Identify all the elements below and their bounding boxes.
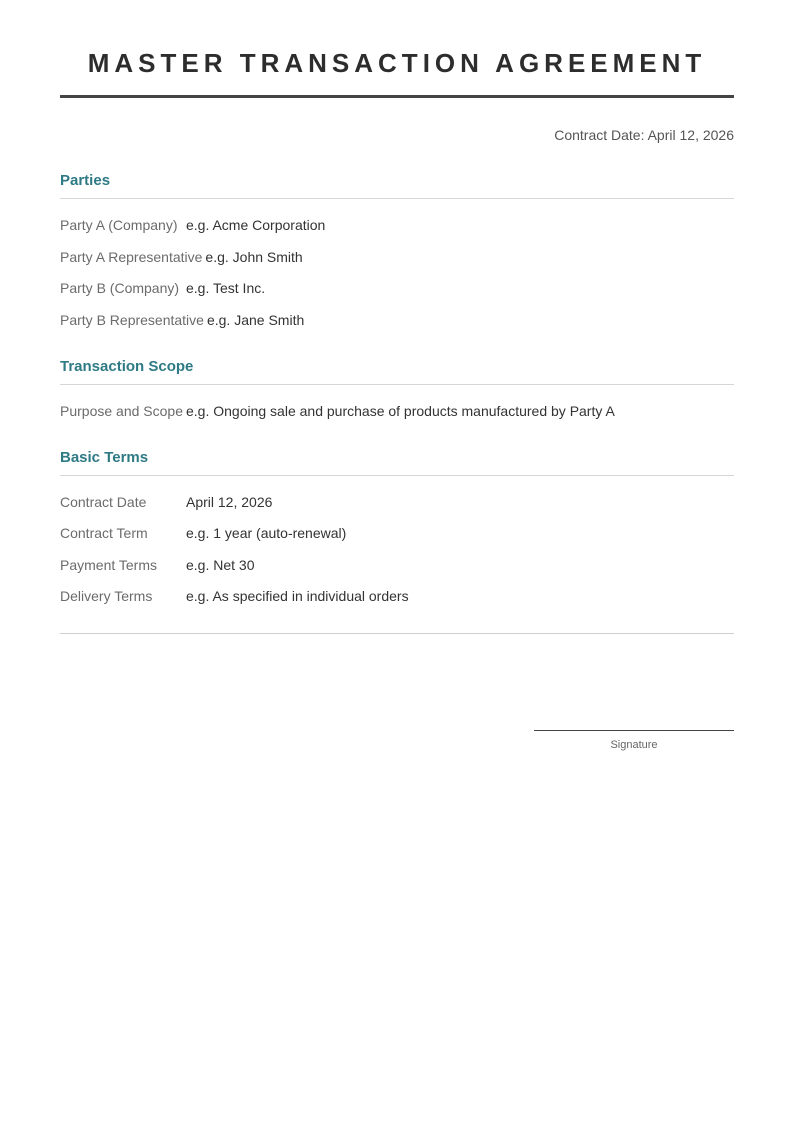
field-label: Contract Date <box>60 493 147 510</box>
field-row-party-a-representative <box>60 248 734 266</box>
signature-label: Signature <box>610 739 658 751</box>
footer-divider <box>60 633 734 634</box>
section-heading-transaction-scope: Transaction Scope <box>60 357 734 385</box>
contract-date-header: Contract Date: April 12, 2026 <box>554 127 734 143</box>
field-row-party-a-company <box>60 216 734 234</box>
field-row-payment-terms <box>60 556 734 574</box>
title-double-rule <box>60 95 734 98</box>
field-label: Party B (Company) <box>60 280 180 296</box>
section-transaction-scope <box>60 357 734 420</box>
signature-block <box>534 730 734 752</box>
field-row-delivery-terms <box>60 587 734 605</box>
document-title: MASTER TRANSACTION AGREEMENT <box>87 48 707 78</box>
field-value: e.g. 1 year (auto-renewal) <box>186 525 347 541</box>
field-label: Delivery Terms <box>60 588 153 604</box>
field-value: e.g. John Smith <box>205 248 303 265</box>
field-value: April 12, 2026 <box>186 493 273 510</box>
signature-line <box>534 730 734 731</box>
field-value: e.g. Ongoing sale and purchase of products manufactured by Party A <box>186 402 615 419</box>
field-row-contract-date <box>60 493 734 511</box>
section-basic-terms <box>60 448 734 606</box>
field-row-contract-term <box>60 524 734 542</box>
field-row-party-b-company <box>60 279 734 297</box>
scope-rows <box>60 385 734 420</box>
field-label: Party A (Company) <box>60 217 178 233</box>
field-label: Party A Representative <box>60 248 203 265</box>
field-value: e.g. As specified in individual orders <box>186 588 409 604</box>
field-row-party-b-representative <box>60 311 734 329</box>
section-parties <box>60 171 734 329</box>
section-heading-parties: Parties <box>60 171 734 199</box>
field-value: e.g. Test Inc. <box>186 280 266 296</box>
section-heading-basic-terms: Basic Terms <box>60 448 734 476</box>
parties-rows <box>60 199 734 329</box>
field-value: e.g. Net 30 <box>186 556 255 573</box>
terms-rows <box>60 476 734 606</box>
field-label: Contract Term <box>60 525 148 541</box>
field-label: Payment Terms <box>60 556 157 573</box>
field-value: e.g. Jane Smith <box>206 311 305 328</box>
field-label: Party B Representative <box>60 311 204 328</box>
field-label: Purpose and Scope <box>60 402 183 419</box>
field-row-purpose-and-scope <box>60 402 734 420</box>
field-value: e.g. Acme Corporation <box>186 217 326 233</box>
